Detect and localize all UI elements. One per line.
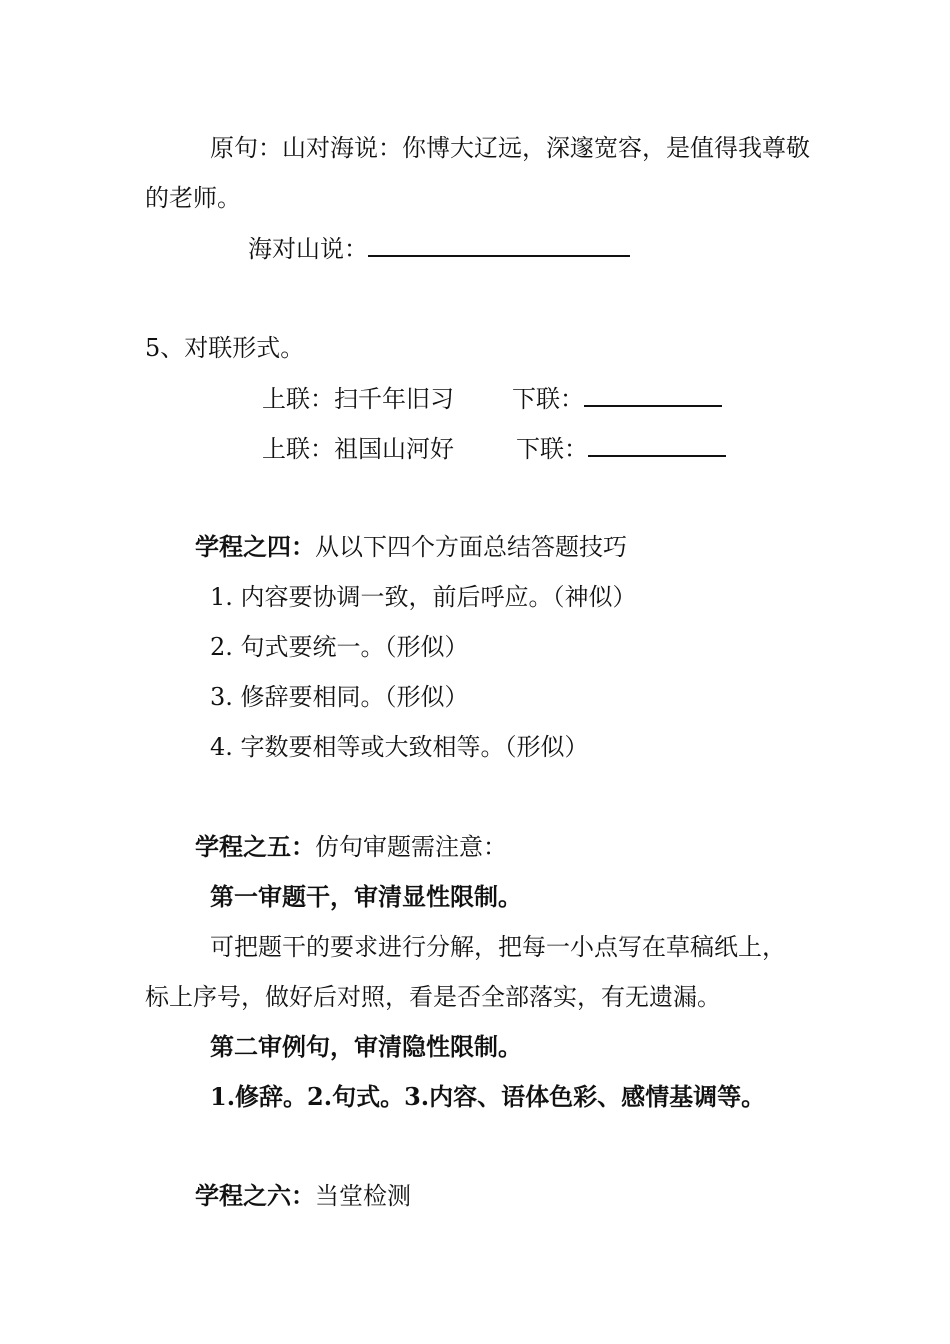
second-review-points: 1.修辞。2.句式。3.内容、语体色彩、感情基调等。 xyxy=(210,1082,766,1111)
step4-heading xyxy=(195,532,627,562)
step4-item: 3. 修辞要相同。（形似） xyxy=(210,683,469,711)
answer-prompt: 海对山说： xyxy=(248,235,368,263)
step5-heading-label: 学程之五： xyxy=(195,832,315,861)
original-sentence-line1: 原句：山对海说：你博大辽远，深邃宽容，是值得我尊敬 xyxy=(210,134,810,162)
first-review-text-line2: 标上序号，做好后对照，看是否全部落实，有无遗漏。 xyxy=(145,983,721,1011)
answer-blank[interactable] xyxy=(368,233,630,257)
couplet-row-1 xyxy=(262,383,722,414)
couplet-lower-label: 下联： xyxy=(516,435,588,463)
original-sentence-line2: 的老师。 xyxy=(145,184,241,212)
first-review-title: 第一审题干，审清显性限制。 xyxy=(210,882,522,911)
couplet-lower-blank[interactable] xyxy=(584,383,722,407)
step5-heading xyxy=(195,832,507,862)
step5-heading-text: 仿句审题需注意： xyxy=(315,833,507,861)
couplet-lower-label: 下联： xyxy=(512,385,584,413)
first-review-text-line1: 可把题干的要求进行分解，把每一小点写在草稿纸上， xyxy=(210,933,786,961)
answer-row xyxy=(248,233,630,264)
step4-item: 4. 字数要相等或大致相等。（形似） xyxy=(210,733,589,761)
step4-item: 1. 内容要协调一致，前后呼应。（神似） xyxy=(210,583,637,611)
step6-heading-label: 学程之六： xyxy=(195,1181,315,1210)
step6-heading xyxy=(195,1181,411,1211)
couplet-upper: 上联：祖国山河好 xyxy=(262,435,454,463)
step4-item: 2. 句式要统一。（形似） xyxy=(210,633,469,661)
step4-heading-text: 从以下四个方面总结答题技巧 xyxy=(315,533,627,561)
couplet-row-2 xyxy=(262,433,726,464)
section5-title: 5、对联形式。 xyxy=(145,334,305,362)
step4-heading-label: 学程之四： xyxy=(195,532,315,561)
second-review-title: 第二审例句，审清隐性限制。 xyxy=(210,1032,522,1061)
couplet-upper: 上联：扫千年旧习 xyxy=(262,385,454,413)
couplet-lower-blank[interactable] xyxy=(588,433,726,457)
step6-heading-text: 当堂检测 xyxy=(315,1182,411,1210)
